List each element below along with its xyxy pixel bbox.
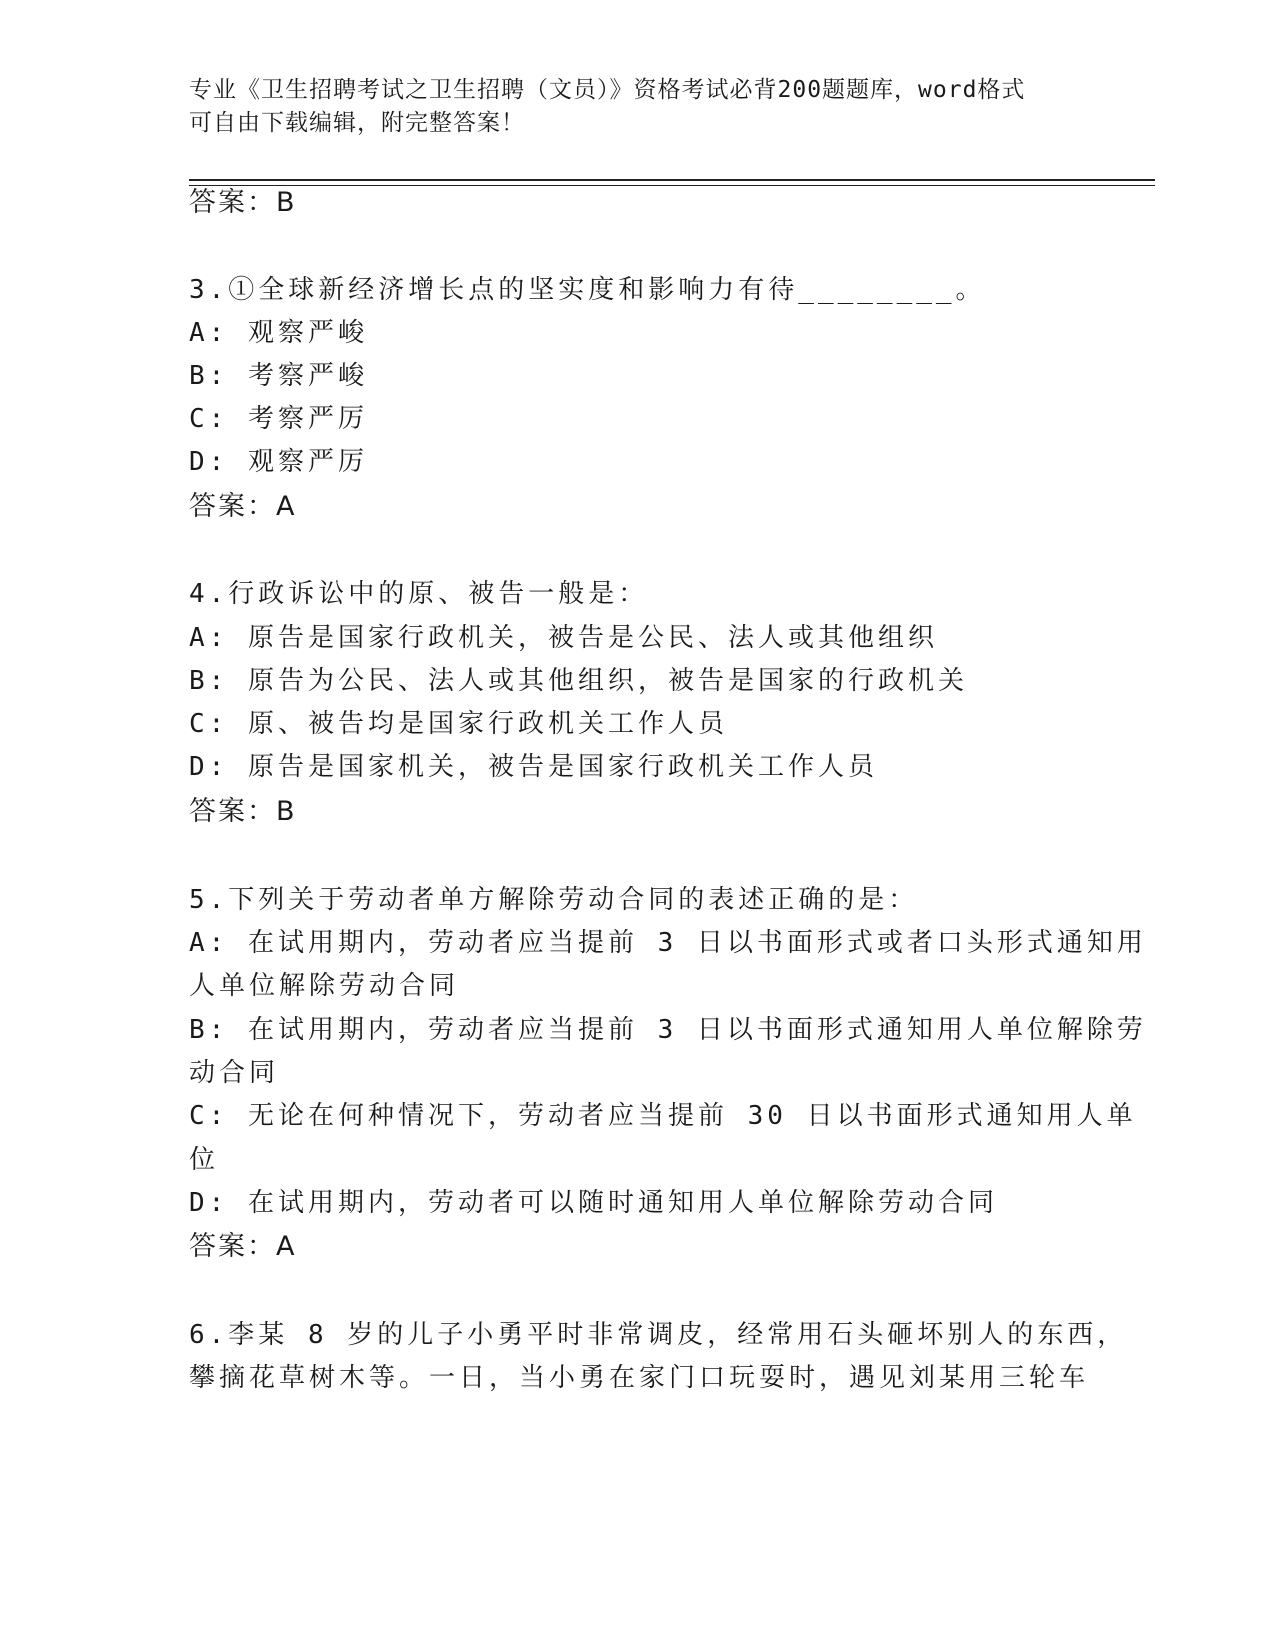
q3-option-b: B: 考察严峻 [189, 361, 368, 391]
q3-option-a: A: 观察严峻 [189, 318, 368, 348]
q4-option-c: C: 原、被告均是国家行政机关工作人员 [189, 709, 728, 739]
q4-option-a: A: 原告是国家行政机关，被告是公民、法人或其他组织 [189, 623, 938, 653]
header-line-2: 可自由下载编辑，附完整答案！ [189, 110, 525, 136]
q6-stem-line1: 6.李某 8 岁的儿子小勇平时非常调皮，经常用石头砸坏别人的东西， [189, 1320, 1128, 1350]
q3-answer: 答案：A [189, 491, 297, 522]
q3-option-d: D: 观察严厉 [189, 447, 368, 477]
q5-option-b-line1: B: 在试用期内，劳动者应当提前 3 日以书面形式通知用人单位解除劳 [189, 1015, 1147, 1045]
previous-answer: 答案：B [189, 187, 297, 218]
document-header [189, 74, 1069, 140]
q6-stem-line2: 攀摘花草树木等。一日，当小勇在家门口玩耍时，遇见刘某用三轮车 [189, 1363, 1090, 1393]
header-rule-top [189, 179, 1155, 181]
q5-option-a-line1: A: 在试用期内，劳动者应当提前 3 日以书面形式或者口头形式通知用 [189, 928, 1147, 958]
q3-stem: 3.①全球新经济增长点的坚实度和影响力有待________。 [189, 275, 986, 305]
q4-answer: 答案：B [189, 796, 297, 827]
header-line-1: 专业《卫生招聘考试之卫生招聘（文员）》资格考试必背200题题库，word格式 [189, 77, 1026, 103]
q5-stem: 5.下列关于劳动者单方解除劳动合同的表述正确的是： [189, 885, 919, 915]
q5-answer: 答案：A [189, 1231, 297, 1262]
q4-stem: 4.行政诉讼中的原、被告一般是： [189, 579, 649, 609]
q4-option-b: B: 原告为公民、法人或其他组织，被告是国家的行政机关 [189, 666, 968, 696]
q5-option-d: D: 在试用期内，劳动者可以随时通知用人单位解除劳动合同 [189, 1188, 998, 1218]
q5-option-a-line2: 人单位解除劳动合同 [189, 971, 460, 1001]
q3-option-c: C: 考察严厉 [189, 404, 368, 434]
q4-option-d: D: 原告是国家机关，被告是国家行政机关工作人员 [189, 752, 878, 782]
header-rule-bottom [189, 185, 1155, 186]
q5-option-c-line1: C: 无论在何种情况下，劳动者应当提前 30 日以书面形式通知用人单 [189, 1101, 1137, 1131]
q5-option-b-line2: 动合同 [189, 1058, 280, 1088]
q5-option-c-line2: 位 [189, 1145, 220, 1175]
